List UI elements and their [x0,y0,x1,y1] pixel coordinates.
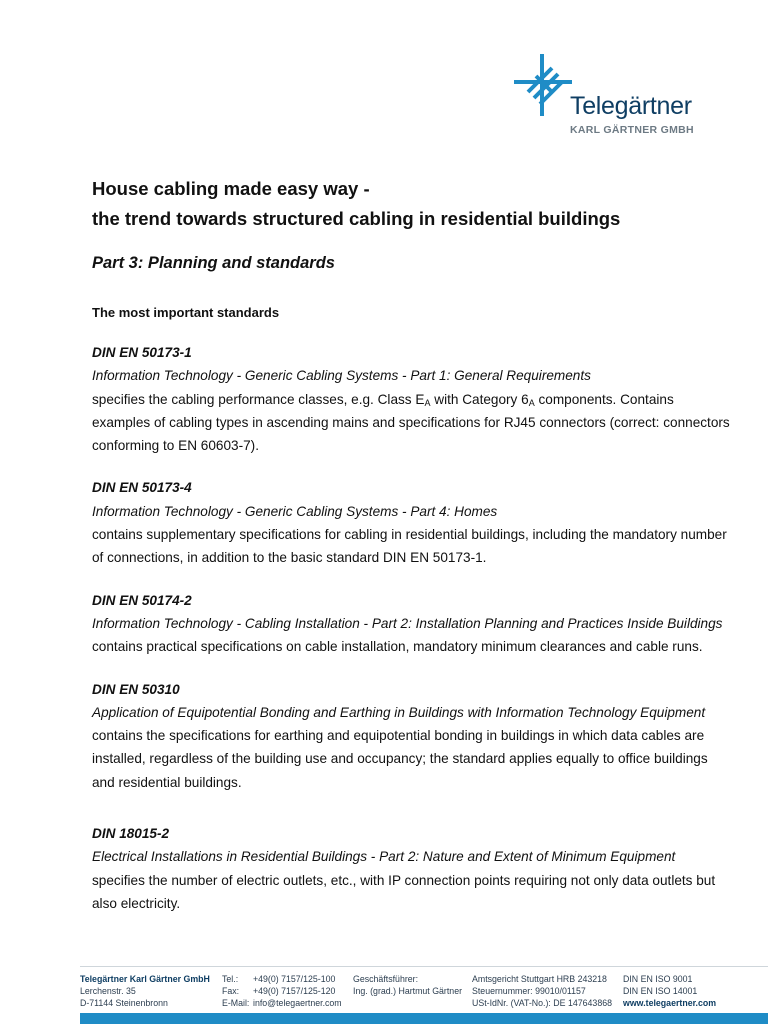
desc-part: components. Contains examples of cabling types in ascending mains and specifications for RJ45 connectors (correct: connectors conforming to EN 60603-7). [92,391,730,454]
fax-value: +49(0) 7157/125-120 [253,986,336,996]
footer-divider [80,966,768,967]
brand-subtitle: KARL GÄRTNER GMBH [570,124,694,136]
standard-name: Information Technology - Generic Cabling Systems - Part 1: General Requirements [92,368,591,384]
standard-name: Electrical Installations in Residential Buildings - Part 2: Nature and Extent of Minimum Equipment [92,849,676,865]
document-title-line-1: House cabling made easy way - [92,178,370,199]
standard-description: specifies the number of electric outlets, etc., with IP connection points requiring not only data outlets but also electricity. [92,872,716,911]
standard-code: DIN EN 50173-1 [92,345,192,360]
footer-contact-labels [222,973,249,1009]
footer-contact-values [253,973,342,1009]
desc-subscript: A [528,397,535,408]
standard-entry [92,476,732,569]
standard-description [92,388,732,458]
standard-entry [92,589,732,659]
email-link[interactable]: info@telegaertner.com [253,998,342,1008]
footer-certifications [623,973,716,1009]
standard-code: DIN 18015-2 [92,826,170,842]
fax-label: Fax: [222,986,240,996]
email-label: E-Mail: [222,998,250,1008]
document-title-line-2: the trend towards structured cabling in residential buildings [92,208,621,229]
footer-company-address [80,973,210,1009]
md-label: Geschäftsführer: [353,974,419,984]
footer-color-bar [80,1013,768,1024]
brand-name: Telegärtner [570,92,692,120]
standard-code: DIN EN 50173-4 [92,480,192,496]
document-body [92,174,732,915]
standard-description: contains supplementary specifications for cabling in residential buildings, including the mandatory number of connections, in addition to the basic standard DIN EN 50173-1. [92,527,727,566]
section-heading: The most important standards [92,305,280,320]
footer-company-name: Karl Gärtner GmbH [127,974,210,984]
company-logo [512,50,712,140]
standard-name: Information Technology - Cabling Installation - Part 2: Installation Planning and Practices Inside Buildings [92,615,723,631]
standard-code: DIN EN 50174-2 [92,592,192,608]
standard-description: contains the specifications for earthing and equipotential bonding in buildings in which data cables are installed, regardless of the building use and occupancy; the standard applies equally to office buildings and residential buildings. [92,728,708,790]
iso-9001: DIN EN ISO 9001 [623,974,693,984]
standard-code: DIN EN 50310 [92,681,180,697]
iso-14001: DIN EN ISO 14001 [623,986,698,996]
footer-street: Lerchenstr. 35 [80,986,136,996]
part-title: Part 3: Planning and standards [92,254,335,272]
footer-city: D-71144 Steinenbronn [80,998,168,1008]
vat-number: USt-IdNr. (VAT-No.): DE 147643868 [472,998,612,1008]
tel-value: +49(0) 7157/125-100 [253,974,336,984]
tax-number: Steuernummer: 99010/01157 [472,986,586,996]
standard-name: Information Technology - Generic Cabling Systems - Part 4: Homes [92,503,498,519]
standard-description: contains practical specifications on cable installation, mandatory minimum clearances and cable runs. [92,639,703,655]
footer-registration [472,973,612,1009]
court-registration: Amtsgericht Stuttgart HRB 243218 [472,974,607,984]
md-name: Ing. (grad.) Hartmut Gärtner [353,986,463,996]
desc-part: with Category 6 [430,391,529,407]
telegaertner-logo-icon [512,50,574,120]
standard-entry [92,822,732,915]
standard-entry [92,341,732,457]
tel-label: Tel.: [222,974,239,984]
desc-subscript: A [424,397,431,408]
footer-brand: Telegärtner [80,974,128,984]
footer-management [353,973,462,997]
desc-part: specifies the cabling performance classes, e.g. Class E [92,391,425,407]
standard-entry [92,678,732,794]
standard-name: Application of Equipotential Bonding and Earthing in Buildings with Information Technology Equipment [92,704,706,720]
website-link[interactable]: www.telegaertner.com [623,998,717,1008]
